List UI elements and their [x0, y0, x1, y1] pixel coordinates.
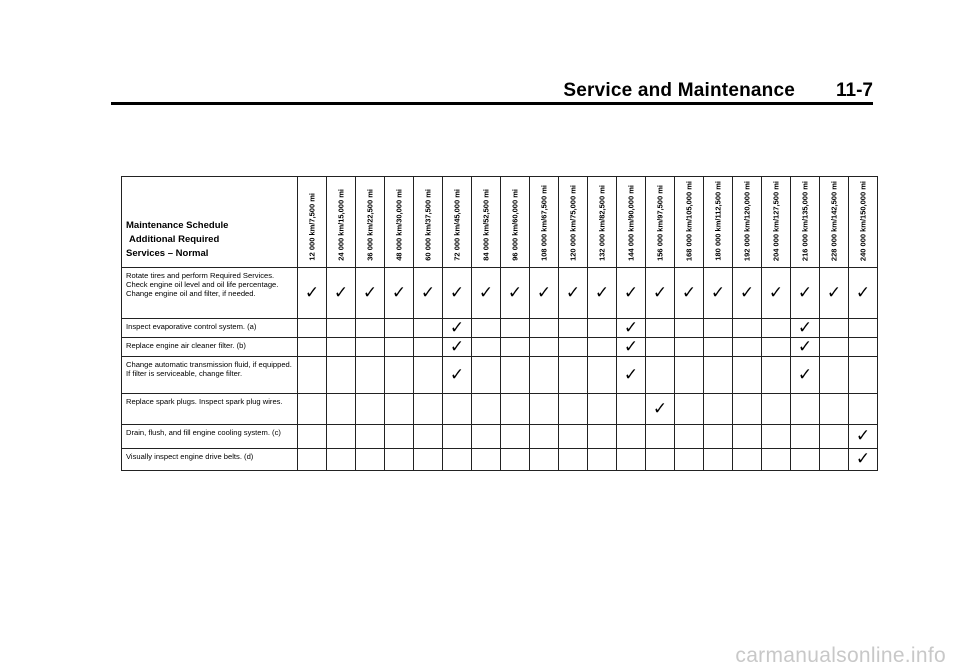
maintenance-schedule-table: [121, 176, 871, 483]
service-description: Rotate tires and perform Required Services. Check engine oil level and oil life percentage. Change engine oil and filter, if needed.: [122, 268, 298, 319]
interval-label: 24 000 km/15,000 mi: [336, 189, 346, 261]
schedule-cell: [356, 425, 385, 449]
schedule-cell: [530, 357, 559, 394]
schedule-cell: [849, 338, 878, 357]
table-row: [122, 357, 878, 394]
interval-label: 156 000 km/97,500 mi: [655, 185, 665, 261]
interval-header: [675, 177, 704, 268]
schedule-cell: [414, 338, 443, 357]
schedule-cell: [675, 319, 704, 338]
check-mark-icon: ✓: [449, 282, 465, 303]
schedule-cell: [733, 425, 762, 449]
interval-header: [849, 177, 878, 268]
schedule-cell: [733, 319, 762, 338]
schedule-title-line: Maintenance Schedule: [126, 220, 229, 231]
interval-label: 144 000 km/90,000 mi: [626, 185, 636, 261]
schedule-cell: [762, 268, 791, 319]
schedule-cell: [559, 449, 588, 471]
check-mark-icon: ✓: [797, 336, 813, 357]
schedule-cell: [298, 268, 327, 319]
schedule-cell: [820, 425, 849, 449]
interval-label: 84 000 km/52,500 mi: [481, 189, 491, 261]
interval-header: [762, 177, 791, 268]
schedule-cell: [298, 357, 327, 394]
check-mark-icon: ✓: [710, 282, 726, 303]
check-mark-icon: ✓: [797, 317, 813, 338]
schedule-cell: [501, 319, 530, 338]
schedule-cell: [443, 319, 472, 338]
schedule-cell: [791, 394, 820, 425]
interval-header: [501, 177, 530, 268]
schedule-cell: [588, 268, 617, 319]
schedule-cell: [443, 394, 472, 425]
interval-label: 168 000 km/105,000 mi: [684, 180, 694, 261]
schedule-cell: [414, 357, 443, 394]
schedule-cell: [385, 338, 414, 357]
check-mark-icon: ✓: [304, 282, 320, 303]
schedule-cell: [762, 357, 791, 394]
schedule-cell: [820, 319, 849, 338]
schedule-cell: [414, 319, 443, 338]
schedule-cell: [791, 319, 820, 338]
schedule-cell: [530, 338, 559, 357]
schedule-cell: [327, 394, 356, 425]
interval-label: 204 000 km/127,500 mi: [771, 180, 781, 261]
schedule-cell: [588, 449, 617, 471]
schedule-cell: [385, 394, 414, 425]
check-mark-icon: ✓: [623, 282, 639, 303]
check-mark-icon: ✓: [362, 282, 378, 303]
schedule-cell: [443, 338, 472, 357]
table-row: [122, 338, 878, 357]
check-mark-icon: ✓: [768, 282, 784, 303]
schedule-cell: [298, 338, 327, 357]
schedule-cell: [298, 394, 327, 425]
schedule-cell: [849, 449, 878, 471]
interval-header: [443, 177, 472, 268]
schedule-cell: [559, 357, 588, 394]
schedule-cell: [443, 425, 472, 449]
check-mark-icon: ✓: [333, 282, 349, 303]
schedule-cell: [356, 449, 385, 471]
table-row: [122, 268, 878, 319]
schedule-cell: [733, 394, 762, 425]
schedule-cell: [559, 394, 588, 425]
page-number: 11-7: [836, 80, 873, 101]
schedule-cell: [762, 449, 791, 471]
schedule-cell: [675, 425, 704, 449]
interval-label: 12 000 km/7,500 mi: [307, 193, 317, 261]
schedule-cell: [617, 268, 646, 319]
check-mark-icon: ✓: [623, 364, 639, 385]
interval-header: [472, 177, 501, 268]
interval-header: [704, 177, 733, 268]
schedule-cell: [530, 394, 559, 425]
schedule-cell: [385, 357, 414, 394]
schedule-cell: [849, 394, 878, 425]
check-mark-icon: ✓: [507, 282, 523, 303]
interval-label: 108 000 km/67,500 mi: [539, 185, 549, 261]
interval-header: [820, 177, 849, 268]
service-description: Replace spark plugs. Inspect spark plug wires.: [122, 394, 298, 425]
schedule-cell: [414, 449, 443, 471]
schedule-cell: [530, 425, 559, 449]
section-title: Service and Maintenance: [563, 80, 795, 101]
schedule-cell: [501, 268, 530, 319]
interval-header: [385, 177, 414, 268]
schedule-cell: [791, 338, 820, 357]
check-mark-icon: ✓: [449, 317, 465, 338]
schedule-cell: [646, 425, 675, 449]
schedule-cell: [704, 357, 733, 394]
schedule-cell: [356, 357, 385, 394]
check-mark-icon: ✓: [594, 282, 610, 303]
table-row: [122, 449, 878, 471]
schedule-cell: [704, 394, 733, 425]
interval-header: [588, 177, 617, 268]
check-mark-icon: ✓: [797, 282, 813, 303]
schedule-cell: [617, 425, 646, 449]
interval-label: 228 000 km/142,500 mi: [829, 180, 839, 261]
schedule-cell: [675, 394, 704, 425]
schedule-cell: [704, 319, 733, 338]
table-row: [122, 425, 878, 449]
schedule-cell: [443, 357, 472, 394]
schedule-cell: [675, 357, 704, 394]
schedule-cell: [530, 449, 559, 471]
interval-label: 192 000 km/120,000 mi: [742, 180, 752, 261]
schedule-cell: [385, 449, 414, 471]
interval-label: 60 000 km/37,500 mi: [423, 189, 433, 261]
check-mark-icon: ✓: [536, 282, 552, 303]
check-mark-icon: ✓: [681, 282, 697, 303]
interval-label: 240 000 km/150,000 mi: [858, 180, 868, 261]
check-mark-icon: ✓: [623, 336, 639, 357]
schedule-cell: [298, 425, 327, 449]
schedule-cell: [617, 394, 646, 425]
schedule-cell: [849, 425, 878, 449]
interval-header: [791, 177, 820, 268]
schedule-cell: [733, 357, 762, 394]
schedule-cell: [443, 449, 472, 471]
schedule-cell: [791, 357, 820, 394]
schedule-cell: [646, 357, 675, 394]
service-description: Drain, flush, and fill engine cooling system. (c): [122, 425, 298, 449]
schedule-cell: [501, 338, 530, 357]
schedule-cell: [646, 268, 675, 319]
schedule-cell: [733, 268, 762, 319]
schedule-cell: [327, 319, 356, 338]
schedule-cell: [588, 319, 617, 338]
schedule-cell: [327, 268, 356, 319]
schedule-cell: [820, 268, 849, 319]
schedule-cell: [849, 319, 878, 338]
schedule-cell: [472, 425, 501, 449]
schedule-cell: [501, 425, 530, 449]
interval-header: [617, 177, 646, 268]
schedule-cell: [617, 338, 646, 357]
schedule-cell: [472, 449, 501, 471]
service-description: Inspect evaporative control system. (a): [122, 319, 298, 338]
schedule-cell: [820, 449, 849, 471]
interval-header: [298, 177, 327, 268]
schedule-cell: [327, 338, 356, 357]
table-row: [122, 394, 878, 425]
schedule-cell: [472, 319, 501, 338]
schedule-cell: [588, 394, 617, 425]
schedule-cell: [356, 394, 385, 425]
schedule-cell: [762, 425, 791, 449]
check-mark-icon: ✓: [391, 282, 407, 303]
schedule-cell: [675, 338, 704, 357]
schedule-cell: [820, 357, 849, 394]
check-mark-icon: ✓: [855, 449, 871, 469]
schedule-cell: [356, 268, 385, 319]
interval-label: 180 000 km/112,500 mi: [713, 181, 723, 261]
schedule-cell: [646, 338, 675, 357]
check-mark-icon: ✓: [478, 282, 494, 303]
schedule-cell: [472, 338, 501, 357]
service-description: Replace engine air cleaner filter. (b): [122, 338, 298, 357]
schedule-cell: [327, 449, 356, 471]
page-header: [0, 80, 873, 104]
table-row: [122, 319, 878, 338]
schedule-cell: [559, 319, 588, 338]
check-mark-icon: ✓: [826, 282, 842, 303]
schedule-cell: [530, 319, 559, 338]
schedule-cell: [791, 268, 820, 319]
schedule-cell: [733, 338, 762, 357]
check-mark-icon: ✓: [449, 336, 465, 357]
check-mark-icon: ✓: [855, 426, 871, 446]
interval-header: [733, 177, 762, 268]
schedule-cell: [646, 319, 675, 338]
interval-header: [356, 177, 385, 268]
schedule-cell: [327, 425, 356, 449]
interval-label: 216 000 km/135,000 mi: [800, 180, 810, 261]
schedule-cell: [559, 268, 588, 319]
schedule-cell: [414, 394, 443, 425]
schedule-cell: [849, 357, 878, 394]
schedule-cell: [298, 449, 327, 471]
schedule-cell: [617, 449, 646, 471]
schedule-cell: [472, 357, 501, 394]
schedule-cell: [356, 338, 385, 357]
schedule-cell: [588, 338, 617, 357]
interval-label: 132 000 km/82,500 mi: [597, 185, 607, 261]
interval-header: [530, 177, 559, 268]
interval-header: [646, 177, 675, 268]
schedule-cell: [385, 425, 414, 449]
schedule-cell: [472, 394, 501, 425]
schedule-cell: [733, 449, 762, 471]
check-mark-icon: ✓: [739, 282, 755, 303]
watermark: carmanualsonline.info: [735, 644, 946, 667]
interval-label: 120 000 km/75,000 mi: [568, 185, 578, 261]
schedule-title: [122, 177, 298, 268]
schedule-cell: [675, 449, 704, 471]
schedule-cell: [762, 319, 791, 338]
schedule-cell: [443, 268, 472, 319]
schedule-cell: [646, 394, 675, 425]
check-mark-icon: ✓: [797, 364, 813, 385]
interval-header: [414, 177, 443, 268]
schedule-cell: [762, 338, 791, 357]
schedule-cell: [791, 425, 820, 449]
schedule-cell: [298, 319, 327, 338]
schedule-cell: [501, 394, 530, 425]
schedule-cell: [588, 425, 617, 449]
check-mark-icon: ✓: [855, 282, 871, 303]
check-mark-icon: ✓: [449, 364, 465, 385]
schedule-cell: [791, 449, 820, 471]
schedule-cell: [530, 268, 559, 319]
schedule-cell: [820, 394, 849, 425]
schedule-cell: [617, 357, 646, 394]
schedule-cell: [414, 425, 443, 449]
schedule-cell: [472, 268, 501, 319]
interval-label: 96 000 km/60,000 mi: [510, 189, 520, 261]
schedule-cell: [820, 338, 849, 357]
schedule-cell: [675, 268, 704, 319]
schedule-cell: [704, 338, 733, 357]
schedule-cell: [588, 357, 617, 394]
schedule-cell: [356, 319, 385, 338]
header-rule: [111, 102, 873, 105]
interval-header: [327, 177, 356, 268]
schedule-cell: [414, 268, 443, 319]
interval-label: 48 000 km/30,000 mi: [394, 189, 404, 261]
schedule-cell: [327, 357, 356, 394]
interval-label: 72 000 km/45,000 mi: [452, 189, 462, 261]
schedule-cell: [501, 357, 530, 394]
check-mark-icon: ✓: [652, 282, 668, 303]
check-mark-icon: ✓: [652, 398, 668, 419]
check-mark-icon: ✓: [565, 282, 581, 303]
interval-label: 36 000 km/22,500 mi: [365, 189, 375, 261]
check-mark-icon: ✓: [420, 282, 436, 303]
service-description: Change automatic transmission fluid, if equipped. If filter is serviceable, change filter.: [122, 357, 298, 394]
schedule-cell: [385, 319, 414, 338]
check-mark-icon: ✓: [623, 317, 639, 338]
interval-header: [559, 177, 588, 268]
schedule-cell: [501, 449, 530, 471]
schedule-title-line: Additional Required: [129, 234, 220, 245]
service-description: Visually inspect engine drive belts. (d): [122, 449, 298, 471]
schedule-cell: [704, 268, 733, 319]
schedule-cell: [559, 425, 588, 449]
schedule-cell: [617, 319, 646, 338]
schedule-cell: [849, 268, 878, 319]
schedule-cell: [704, 449, 733, 471]
schedule-cell: [762, 394, 791, 425]
schedule-cell: [559, 338, 588, 357]
schedule-title-line: Services – Normal: [126, 248, 209, 259]
schedule-cell: [704, 425, 733, 449]
schedule-cell: [646, 449, 675, 471]
schedule-cell: [385, 268, 414, 319]
